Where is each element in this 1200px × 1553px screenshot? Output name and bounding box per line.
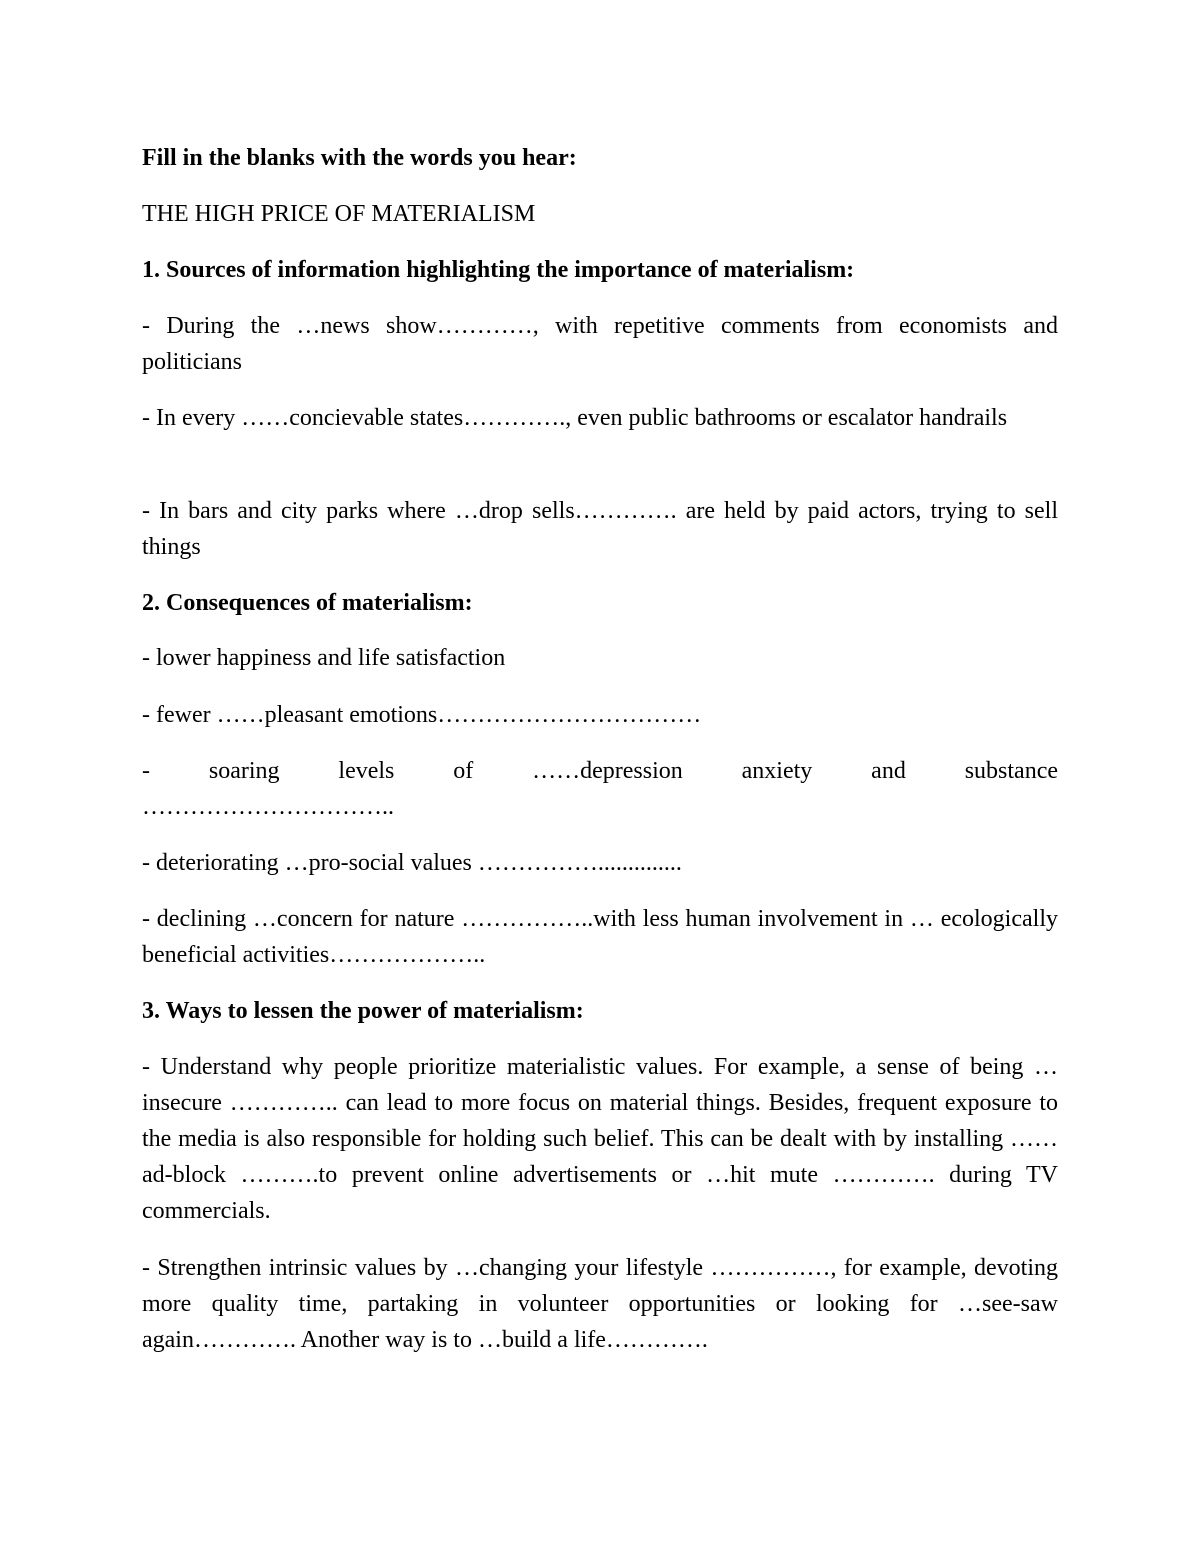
- section2-item-happiness: - lower happiness and life satisfaction: [142, 645, 506, 671]
- document-title: THE HIGH PRICE OF MATERIALISM: [142, 201, 536, 227]
- section2-heading: 2. Consequences of materialism:: [142, 590, 473, 616]
- section2-item-soaring-blank: …………………………..: [142, 794, 394, 820]
- section3-heading: 3. Ways to lessen the power of materialism:: [142, 998, 584, 1024]
- section2-item-prosocial: - deteriorating …pro-social values ……………..............: [142, 850, 682, 876]
- section1-item-bars: - In bars and city parks where …drop sells…………. are held by paid actors, trying to sell things: [142, 498, 1058, 560]
- instruction: Fill in the blanks with the words you hear:: [142, 145, 577, 171]
- section1-heading: 1. Sources of information highlighting the importance of materialism:: [142, 257, 855, 283]
- section1-item-states: - In every ……concievable states…………., even public bathrooms or escalator handrails: [142, 405, 1008, 431]
- section3-item-understand: - Understand why people prioritize materialistic values. For example, a sense of being …insecure ………….. can lead to more focus on material things. Besides, frequent exposure to the media is also responsible for holding such belief. This can be dealt with by installing ……ad-block ……….to prevent online advertisements or …hit mute …………. during TV commercials.: [142, 1054, 1058, 1224]
- section3-item-strengthen: - Strengthen intrinsic values by …changing your lifestyle ……………, for example, devoting more quality time, partaking in volunteer opportunities or looking for …see-saw again…………. Another way is to …build a life………….: [142, 1255, 1058, 1353]
- section2-item-nature: - declining …concern for nature ……………..with less human involvement in … ecologically beneficial activities………………..: [142, 906, 1058, 968]
- section2-item-soaring: - soaring levels of ……depression anxiety and substance: [142, 758, 1058, 784]
- section2-item-emotions: - fewer ……pleasant emotions……………………………: [142, 702, 702, 728]
- section1-item-news: - During the …news show…………, with repetitive comments from economists and politicians: [142, 313, 1058, 375]
